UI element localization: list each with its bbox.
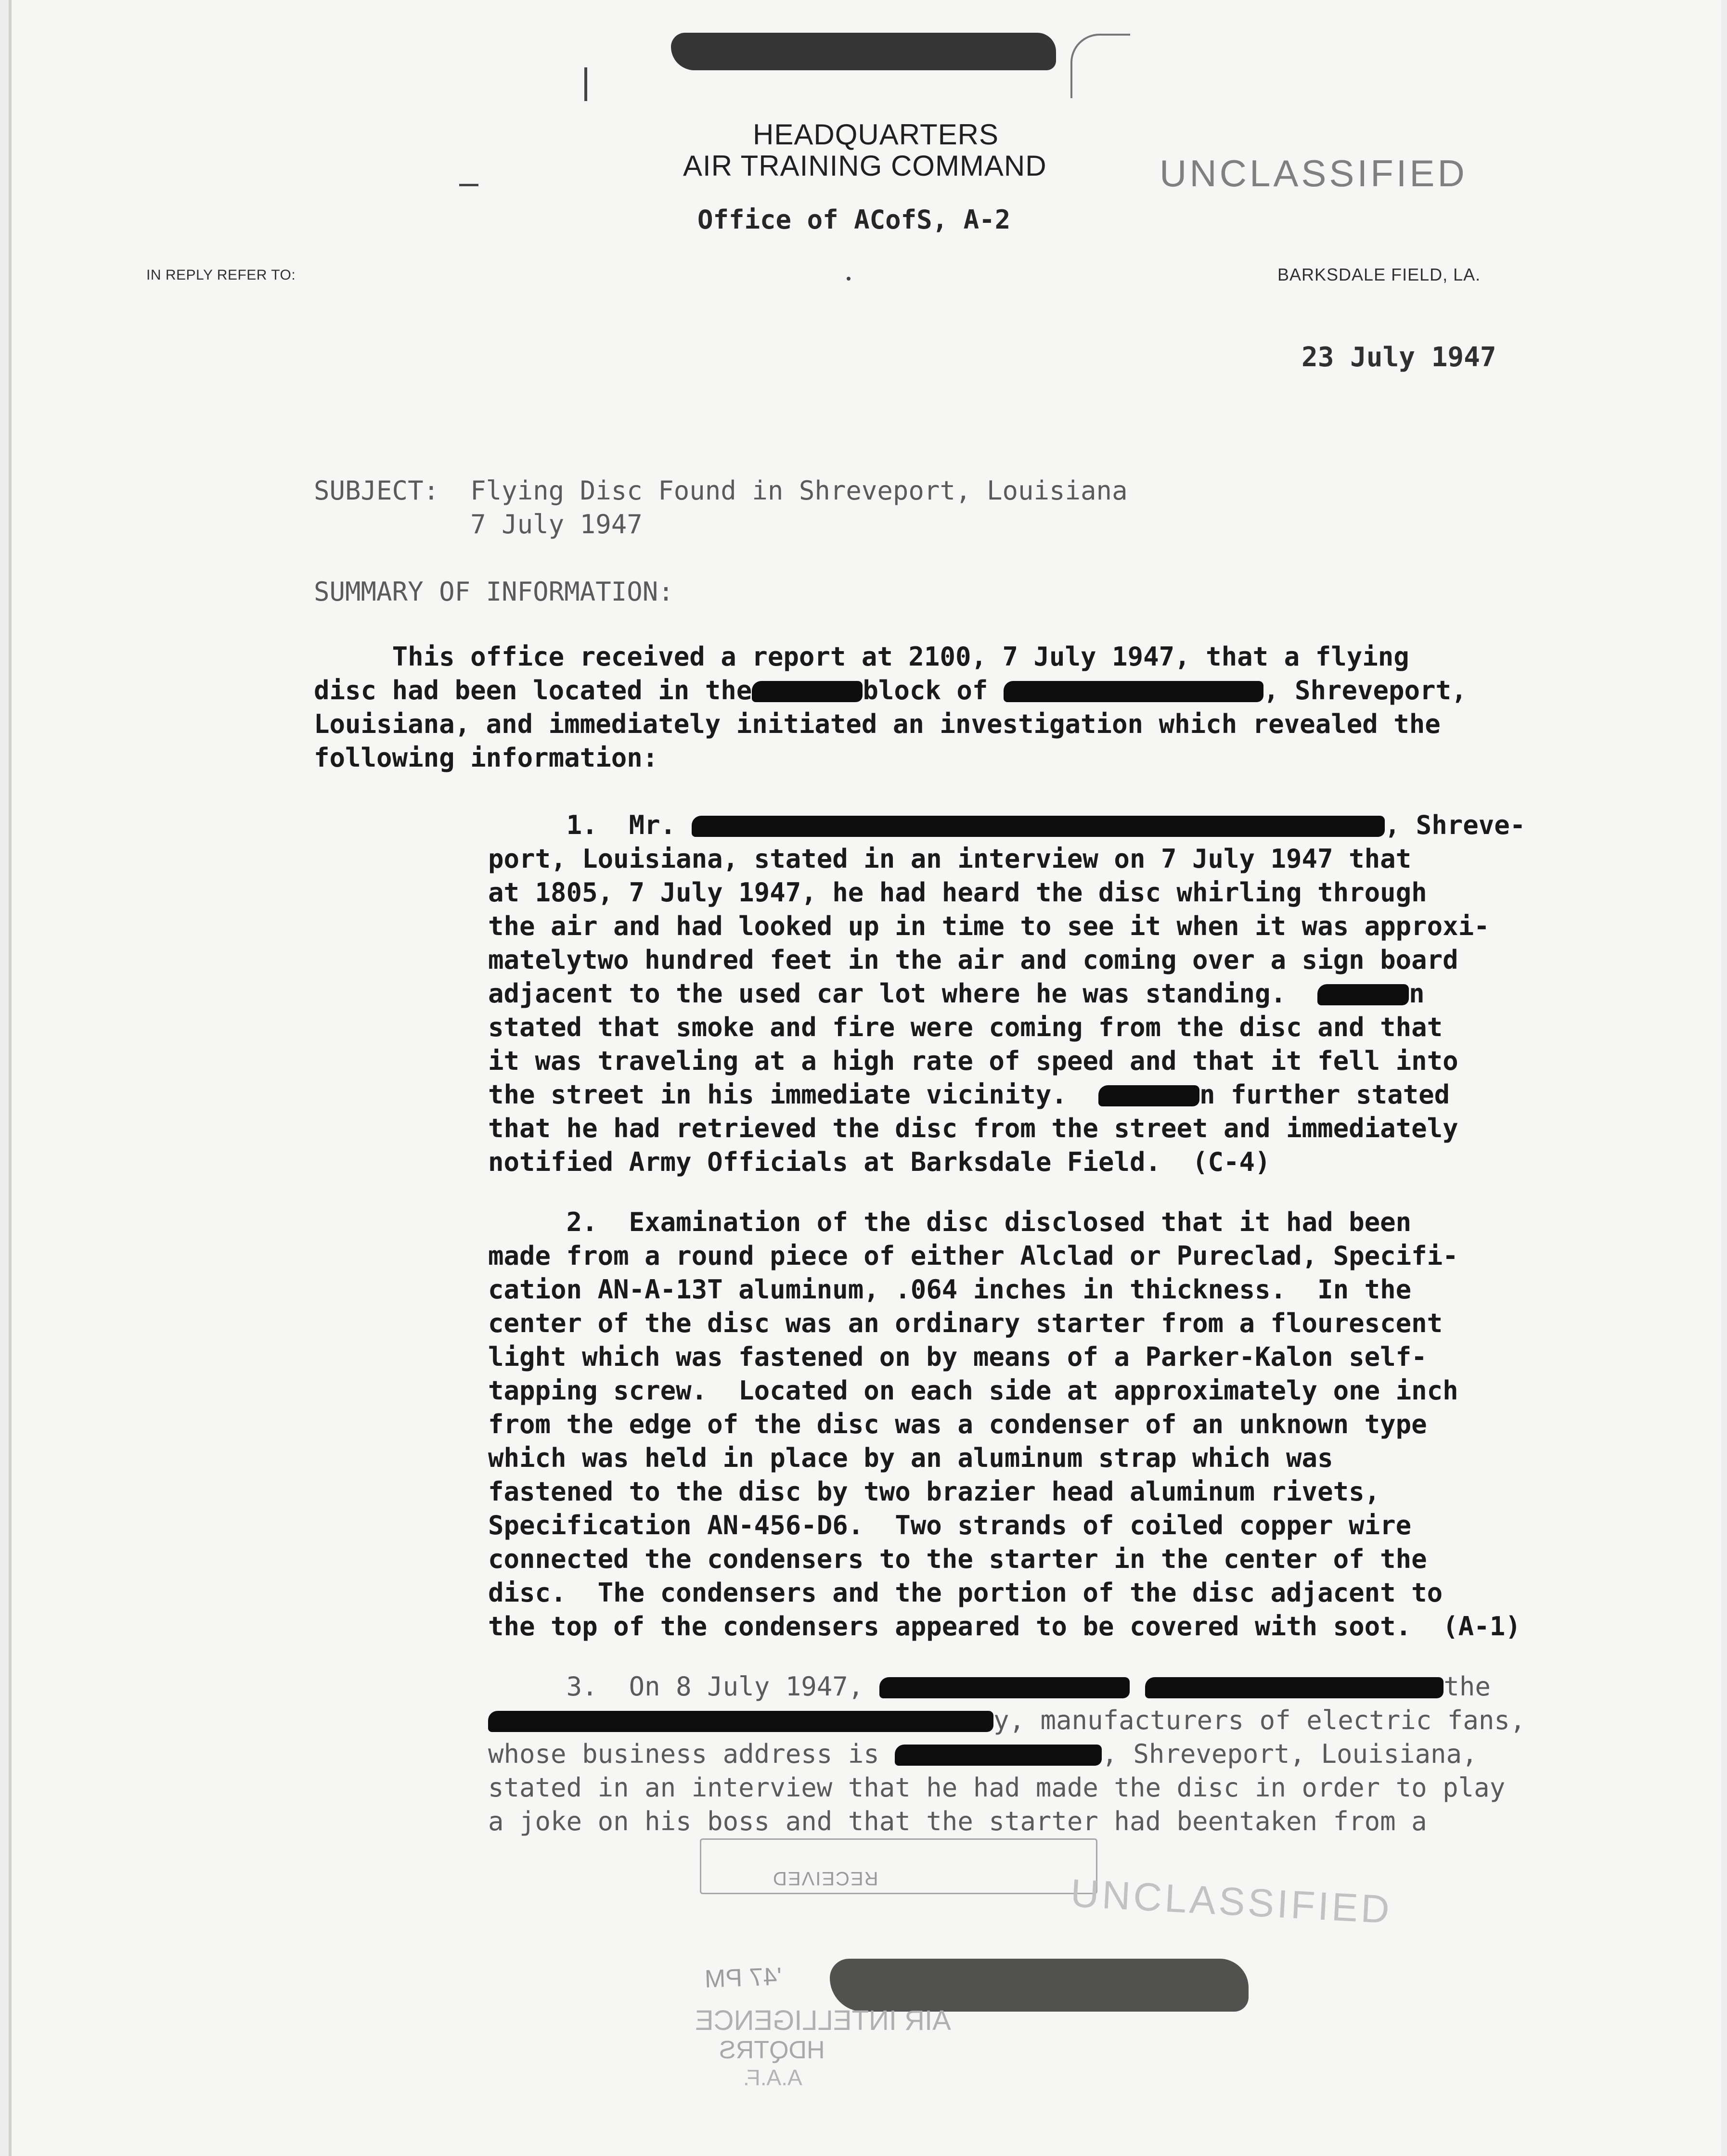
paragraph-line: connected the condensers to the starter in the center of the xyxy=(488,1544,1427,1574)
classification-stamp: UNCLASSIFIED xyxy=(1160,152,1468,194)
paragraph-line: the street in his immediate vicinity. xyxy=(488,1079,1067,1110)
bottom-classification-stamp: UNCLASSIFIED xyxy=(1070,1871,1393,1932)
received-stamp: RECEIVED xyxy=(772,1868,878,1889)
paragraph-line: stated that smoke and fire were coming from the disc and that xyxy=(488,1012,1443,1042)
paragraph-line: made from a round piece of either Alclad or Pureclad, Specifi- xyxy=(488,1241,1458,1271)
margin-dash-mark xyxy=(459,184,478,186)
paragraph-line: tapping screw. Located on each side at approximately one inch xyxy=(488,1375,1458,1406)
top-redaction-mark xyxy=(671,33,1056,70)
location-line: BARKSDALE FIELD, LA. xyxy=(1277,265,1481,284)
paragraph-line: , Shreve- xyxy=(1384,810,1526,840)
paragraph-line: it was traveling at a high rate of speed and that it fell into xyxy=(488,1046,1458,1076)
mirrored-time-stamp: '47 PM xyxy=(704,1963,783,1993)
paragraph-line: disc. The condensers and the portion of the disc adjacent to xyxy=(488,1578,1443,1608)
subject-label: SUBJECT: xyxy=(314,475,439,506)
paragraph-line: notified Army Officials at Barksdale Field. (C-4) xyxy=(488,1147,1271,1177)
subject-title: Flying Disc Found in Shreveport, Louisiana xyxy=(470,475,1128,506)
redaction-bar xyxy=(895,1745,1102,1766)
paragraph-line: a joke on his boss and that the starter had beentaken from a xyxy=(488,1806,1427,1836)
intro-line: , Shreveport, xyxy=(1263,675,1467,706)
paragraph-line: the air and had looked up in time to see it when it was approxi- xyxy=(488,911,1490,941)
redaction-bar xyxy=(879,1677,1130,1698)
paragraph-line: matelytwo hundred feet in the air and coming over a sign board xyxy=(488,945,1458,975)
paragraph-line: the top of the condensers appeared to be covered with soot. (A-1) xyxy=(488,1611,1521,1642)
intro-line: disc had been located in the xyxy=(314,675,752,706)
paragraph-line: Specification AN-456-D6. Two strands of coiled copper wire xyxy=(488,1510,1412,1540)
paragraph-line: the xyxy=(1443,1671,1491,1702)
paragraph-3 xyxy=(488,1670,1525,1838)
paragraph-line: n xyxy=(1409,978,1425,1009)
paragraph-line: at 1805, 7 July 1947, he had heard the disc whirling through xyxy=(488,877,1427,908)
reply-refer-label: IN REPLY REFER TO: xyxy=(146,267,296,283)
paragraph-line: stated in an interview that he had made the disc in order to play xyxy=(488,1772,1506,1803)
paragraph-line: 3. On 8 July 1947, xyxy=(566,1671,864,1702)
paragraph-line: which was held in place by an aluminum strap which was xyxy=(488,1443,1333,1473)
paragraph-line: light which was fastened on by means of a Parker-Kalon self- xyxy=(488,1342,1427,1372)
margin-dot-mark xyxy=(847,277,851,281)
intro-line: block of xyxy=(863,675,988,706)
paragraph-line: , Shreveport, Louisiana, xyxy=(1102,1739,1478,1769)
summary-heading: SUMMARY OF INFORMATION: xyxy=(314,577,674,607)
paragraph-line: cation AN-A-13T aluminum, .064 inches in thickness. In the xyxy=(488,1274,1412,1305)
letterhead-headquarters: HEADQUARTERS xyxy=(753,118,999,151)
bottom-stamp-smudge xyxy=(830,1959,1249,2012)
paragraph-line: port, Louisiana, stated in an interview on 7 July 1947 that xyxy=(488,844,1412,874)
paragraph-line: center of the disc was an ordinary starter from a flourescent xyxy=(488,1308,1443,1338)
intro-line: Louisiana, and immediately initiated an investigation which revealed the xyxy=(314,709,1441,739)
paragraph-line: 1. Mr. xyxy=(566,810,676,840)
stamp-box-outline xyxy=(700,1838,1097,1894)
paragraph-2 xyxy=(488,1206,1521,1643)
intro-line: following information: xyxy=(314,743,658,773)
mirrored-office-stamp: AIR INTELLIGENCE xyxy=(695,2005,951,2036)
subject-block xyxy=(314,474,1128,541)
paragraph-1 xyxy=(488,808,1525,1179)
document-page xyxy=(9,0,1721,2156)
paragraph-line: that he had retrieved the disc from the street and immediately xyxy=(488,1113,1458,1143)
redaction-bar xyxy=(1317,984,1409,1005)
redaction-bar xyxy=(692,816,1385,837)
intro-line: This office received a report at 2100, 7 July 1947, that a flying xyxy=(392,642,1409,672)
top-bracket-mark xyxy=(1070,34,1130,98)
document-date: 23 July 1947 xyxy=(1302,342,1496,373)
mirrored-hq-stamp-2: A.A.F. xyxy=(743,2065,802,2090)
redaction-bar xyxy=(488,1711,993,1732)
subject-date: 7 July 1947 xyxy=(470,509,643,539)
paragraph-line: whose business address is xyxy=(488,1739,879,1769)
paragraph-line: y, manufacturers of electric fans, xyxy=(993,1705,1526,1735)
redaction-bar xyxy=(1004,681,1263,702)
office-line: Office of ACofS, A-2 xyxy=(697,205,1011,235)
paragraph-line: n further stated xyxy=(1199,1079,1450,1110)
paragraph-line: from the edge of the disc was a condenser of an unknown type xyxy=(488,1409,1427,1439)
redaction-bar xyxy=(1098,1085,1199,1106)
intro-paragraph xyxy=(314,640,1467,775)
redaction-bar xyxy=(1145,1677,1443,1698)
paragraph-line: 2. Examination of the disc disclosed that it had been xyxy=(566,1207,1412,1237)
paragraph-line: adjacent to the used car lot where he was standing. xyxy=(488,978,1287,1009)
redaction-bar xyxy=(752,681,863,702)
top-tick-mark xyxy=(584,67,587,101)
letterhead-command: AIR TRAINING COMMAND xyxy=(683,150,1047,182)
mirrored-hq-stamp: HDQTRS xyxy=(719,2036,825,2064)
paragraph-line: fastened to the disc by two brazier head aluminum rivets, xyxy=(488,1476,1380,1507)
